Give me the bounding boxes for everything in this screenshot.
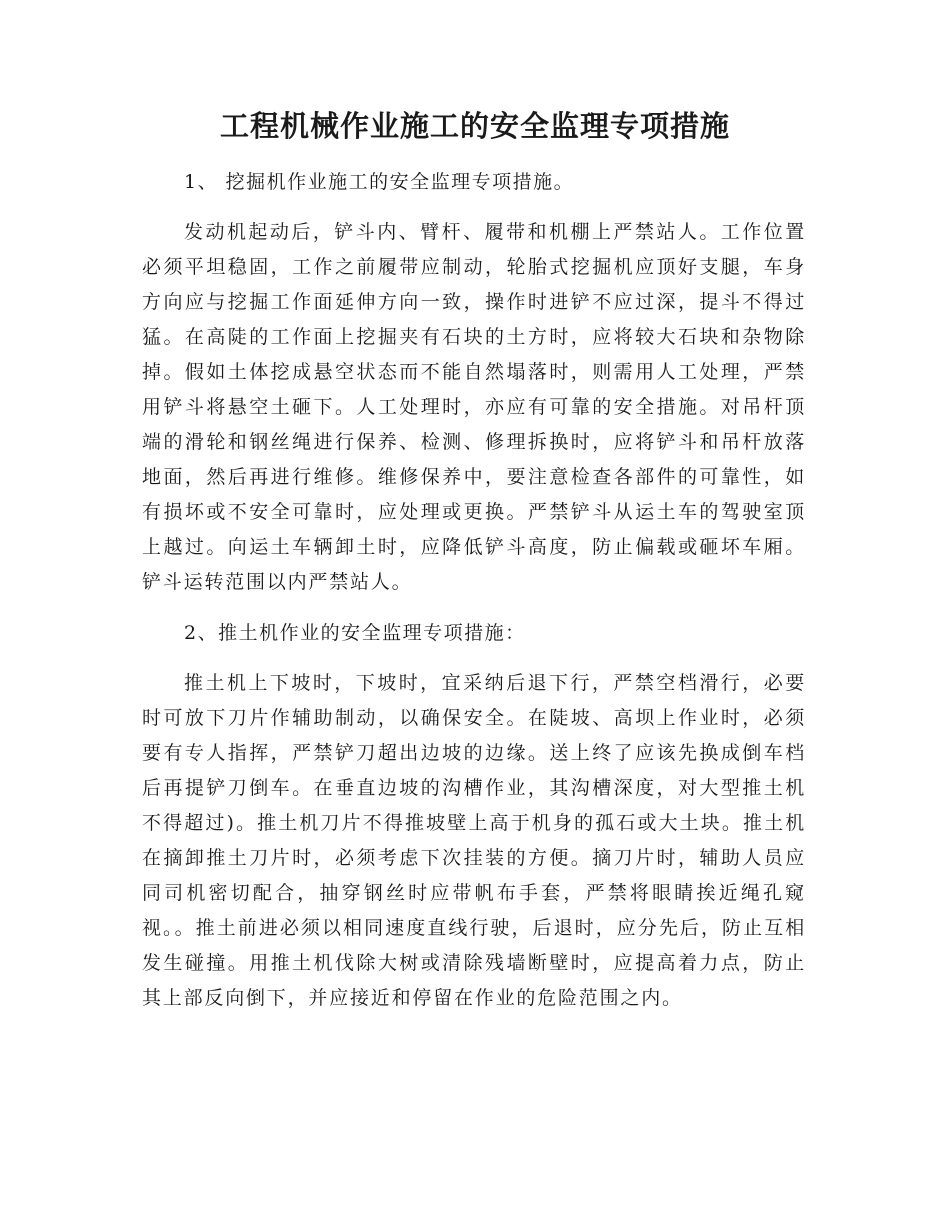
section-heading-excavator: 1、 挖掘机作业施工的安全监理专项措施。 [184,171,575,193]
section-heading-bulldozer: 2、推土机作业的安全监理专项措施： [184,622,526,644]
document-title: 工程机械作业施工的安全监理专项措施 [219,109,730,143]
section-paragraph-excavator: 发动机起动后，铲斗内、臂杆、履带和机棚上严禁站人。工作位置必须平坦稳固，工作之前履带应制动，轮胎式挖掘机应顶好支腿，车身方向应与挖掘工作面延伸方向一致，操作时进铲不应过深，提斗不得过猛。在高陡的工作面上挖掘夹有石块的土方时，应将较大石块和杂物除掉。假如土体挖成悬空状态而不能自然塌落时，则需用人工处理，严禁用铲斗将悬空土砸下。人工处理时，亦应有可靠的安全措施。对吊杆顶端的滑轮和钢丝绳进行保养、检测、修理拆换时，应将铲斗和吊杆放落地面，然后再进行维修。维修保养中，要注意检查各部件的可靠性，如有损坏或不安全可靠时，应处理或更换。严禁铲斗从运土车的驾驶室顶上越过。向运土车辆卸土时，应降低铲斗高度，防止偏载或砸坏车厢。铲斗运转范围以内严禁站人。 [142,221,806,593]
document-body [142,164,806,1016]
section-paragraph-bulldozer: 推土机上下坡时，下坡时，宜采纳后退下行，严禁空档滑行，必要时可放下刀片作辅助制动，以确保安全。在陡坡、高坝上作业时，必须要有专人指挥，严禁铲刀超出边坡的边缘。送上终了应该先换成倒车档后再提铲刀倒车。在垂直边坡的沟槽作业，其沟槽深度，对大型推土机不得超过)。推土机刀片不得推坡壁上高于机身的孤石或大土块。推土机在摘卸推土刀片时，必须考虑下次挂装的方便。摘刀片时，辅助人员应同司机密切配合，抽穿钢丝时应带帆布手套，严禁将眼睛挨近绳孔窥视。。推土前进必须以相同速度直线行驶，后退时，应分先后，防止互相发生碰撞。用推土机伐除大树或清除残墙断壁时，应提高着力点，防止其上部反向倒下，并应接近和停留在作业的危险范围之内。 [142,672,806,1009]
